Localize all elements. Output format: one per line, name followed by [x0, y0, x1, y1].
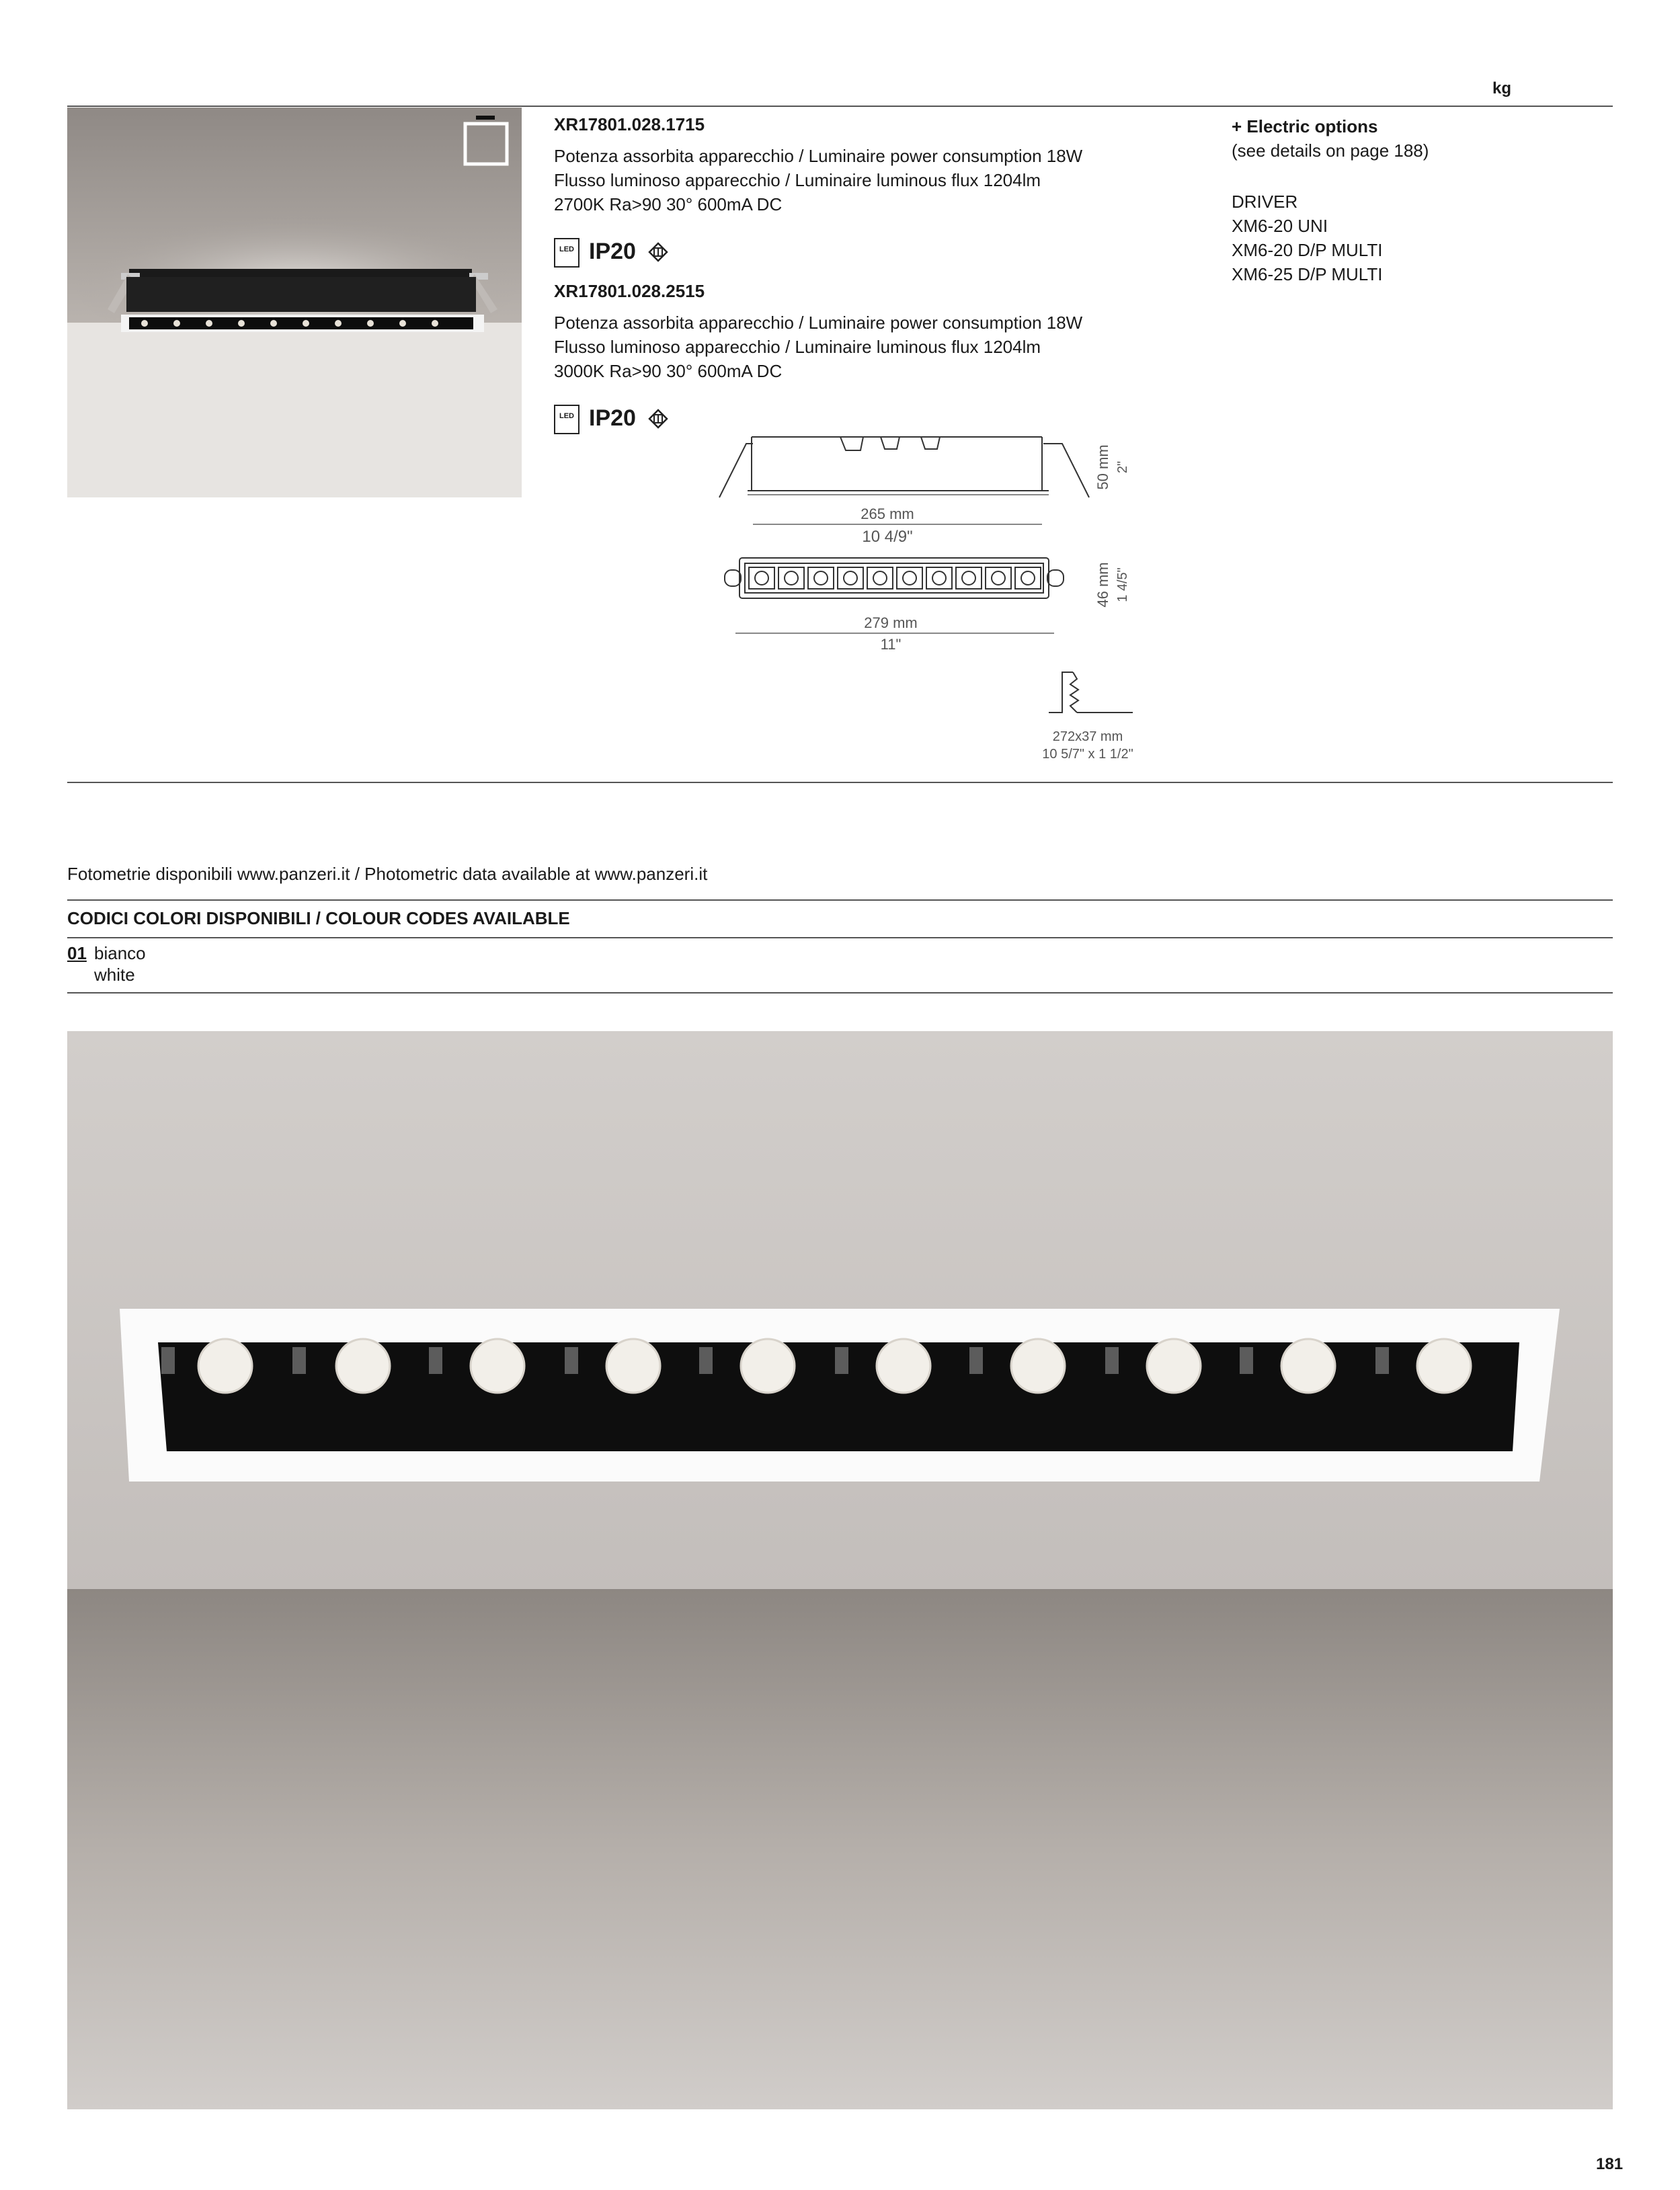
variant-spec-line: 3000K Ra>90 30° 600mA DC — [554, 361, 783, 381]
variant-spec-line: 2700K Ra>90 30° 600mA DC — [554, 194, 783, 214]
variant-spec-line: Flusso luminoso apparecchio / Luminaire luminous flux 1204lm — [554, 170, 1041, 190]
page-number: 181 — [1596, 2155, 1624, 2173]
driver-label: DRIVER — [1232, 192, 1298, 212]
dim-depth-mm: 46 mm — [1094, 562, 1111, 608]
colour-code: 01 — [67, 943, 87, 963]
led-icon-label: LED — [559, 245, 574, 253]
class-symbol-icon — [648, 242, 668, 262]
variant-spec-line: Potenza assorbita apparecchio / Luminaire power consumption 18W — [554, 313, 1083, 333]
driver-item: XM6-20 D/P MULTI — [1232, 240, 1383, 260]
dim-height-in: 2" — [1115, 460, 1130, 474]
recessed-symbol-icon — [463, 114, 511, 167]
driver-item: XM6-25 D/P MULTI — [1232, 264, 1383, 284]
dim-front-width-mm: 279 mm — [864, 614, 918, 631]
section-rule — [67, 992, 1613, 993]
dim-depth-in: 1 4/5" — [1115, 567, 1130, 602]
technical-drawing — [699, 423, 1156, 773]
colour-name-en: white — [94, 965, 135, 985]
led-icon — [554, 405, 579, 434]
electric-options-title: + Electric options — [1232, 116, 1378, 136]
product-hero-photo — [67, 1031, 1613, 2109]
led-icon-label: LED — [559, 412, 574, 420]
section-rule — [67, 782, 1613, 783]
ip-rating: IP20 — [589, 405, 636, 431]
electric-options-note: (see details on page 188) — [1232, 140, 1429, 161]
variant-code: XR17801.028.2515 — [554, 281, 705, 301]
variant-code: XR17801.028.1715 — [554, 114, 705, 134]
section-rule — [67, 937, 1613, 938]
colour-codes-title: CODICI COLORI DISPONIBILI / COLOUR CODES AVAILABLE — [67, 908, 570, 928]
ip-rating: IP20 — [589, 239, 636, 264]
class-symbol-icon — [648, 409, 668, 429]
dim-front-width-in: 11" — [880, 636, 902, 653]
photometric-note: Fotometrie disponibili www.panzeri.it / Photometric data available at www.panzeri.it — [67, 864, 708, 884]
dim-top-width-mm: 265 mm — [861, 505, 914, 522]
dim-cutout-in: 10 5/7" x 1 1/2" — [1042, 747, 1133, 762]
driver-item: XM6-20 UNI — [1232, 216, 1328, 236]
variant-spec-line: Flusso luminoso apparecchio / Luminaire luminous flux 1204lm — [554, 337, 1041, 357]
dim-top-width-in: 10 4/9" — [862, 528, 913, 546]
section-rule — [67, 899, 1613, 901]
dim-cutout-mm: 272x37 mm — [1052, 729, 1123, 744]
variant-spec-line: Potenza assorbita apparecchio / Luminaire power consumption 18W — [554, 146, 1083, 166]
header-rule — [67, 106, 1613, 107]
dim-height-mm: 50 mm — [1094, 444, 1111, 490]
colour-name-it: bianco — [94, 943, 146, 963]
product-thumbnail-photo — [67, 108, 522, 497]
weight-label: kg — [1492, 79, 1512, 97]
led-icon — [554, 238, 579, 268]
